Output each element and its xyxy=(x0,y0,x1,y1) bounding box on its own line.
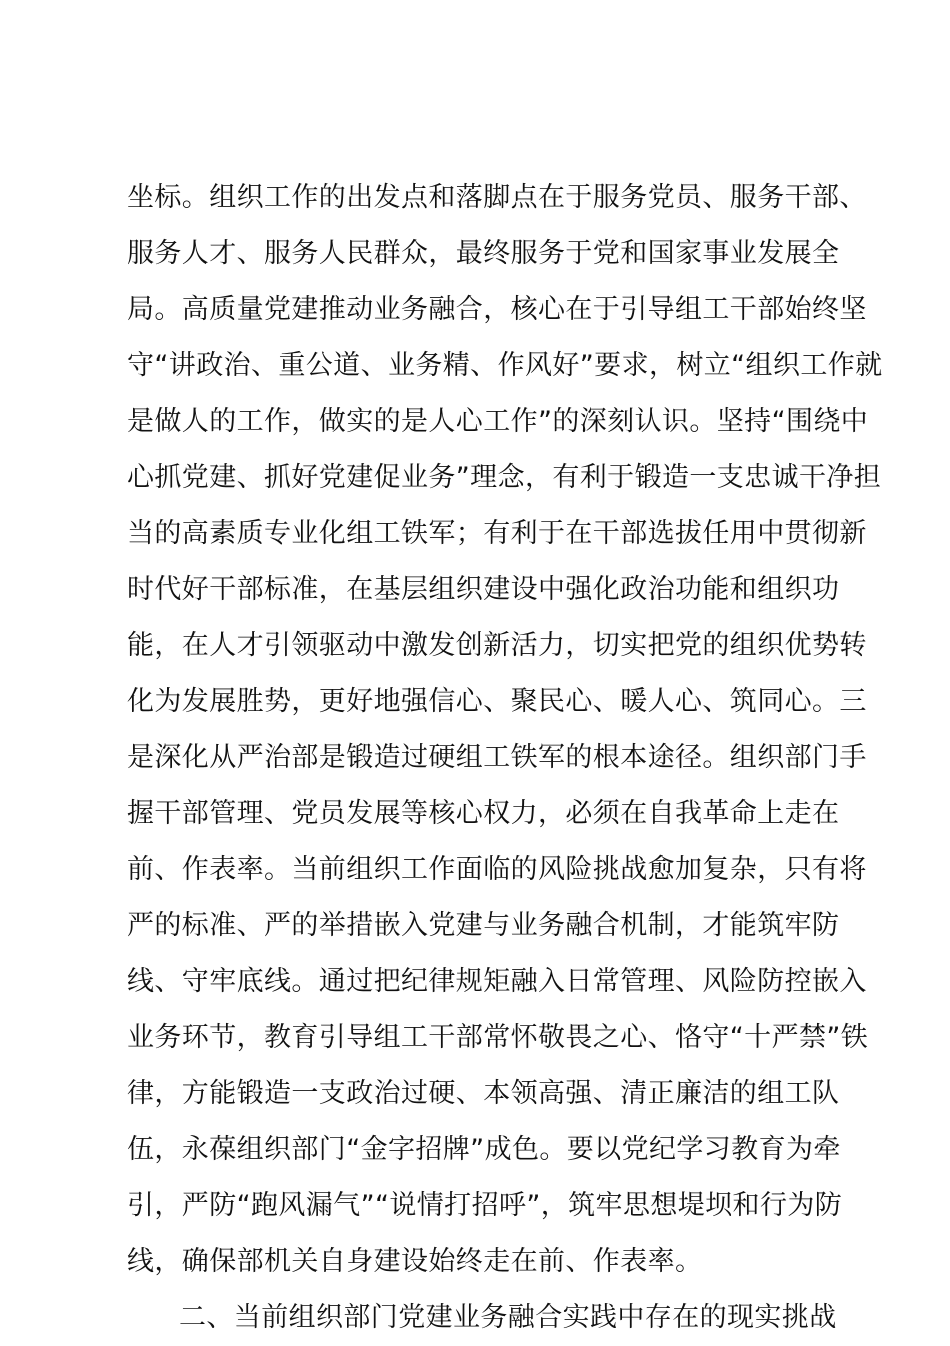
paragraph-line: 坐标。组织工作的出发点和落脚点在于服务党员、服务干部、 xyxy=(127,182,867,213)
paragraph-line: 局。高质量党建推动业务融合，核心在于引导组工干部始终坚 xyxy=(127,294,867,325)
paragraph-line: 是做人的工作，做实的是人心工作”的深刻认识。坚持“围绕中 xyxy=(127,406,869,437)
paragraph-line: 业务环节，教育引导组工干部常怀敬畏之心、恪守“十严禁”铁 xyxy=(127,1022,869,1053)
paragraph-line: 是深化从严治部是锻造过硬组工铁军的根本途径。组织部门手 xyxy=(127,742,867,773)
paragraph-line: 前、作表率。当前组织工作面临的风险挑战愈加复杂，只有将 xyxy=(127,854,867,885)
paragraph-line: 当的高素质专业化组工铁军；有利于在干部选拔任用中贯彻新 xyxy=(127,518,867,549)
paragraph-line: 严的标准、严的举措嵌入党建与业务融合机制，才能筑牢防 xyxy=(127,910,840,941)
paragraph-line: 服务人才、服务人民群众，最终服务于党和国家事业发展全 xyxy=(127,238,840,269)
document-body xyxy=(127,170,883,1346)
paragraph-line: 线，确保部机关自身建设始终走在前、作表率。 xyxy=(127,1246,703,1277)
paragraph-line: 律，方能锻造一支政治过硬、本领高强、清正廉洁的组工队 xyxy=(127,1078,840,1109)
paragraph-line: 守“讲政治、重公道、业务精、作风好”要求，树立“组织工作就 xyxy=(127,350,883,381)
paragraph-line: 线、守牢底线。通过把纪律规矩融入日常管理、风险防控嵌入 xyxy=(127,966,867,997)
paragraph-line: 伍，永葆组织部门“金字招牌”成色。要以党纪学习教育为牵 xyxy=(127,1134,841,1165)
section-heading: 二、当前组织部门党建业务融合实践中存在的现实挑战 xyxy=(179,1302,837,1333)
paragraph-line: 引，严防“跑风漏气”“说情打招呼”，筑牢思想堤坝和行为防 xyxy=(127,1190,843,1221)
paragraph-line: 心抓党建、抓好党建促业务”理念，有利于锻造一支忠诚干净担 xyxy=(127,462,882,493)
paragraph-line: 时代好干部标准，在基层组织建设中强化政治功能和组织功 xyxy=(127,574,840,605)
paragraph-line: 握干部管理、党员发展等核心权力，必须在自我革命上走在 xyxy=(127,798,840,829)
paragraph-line: 化为发展胜势，更好地强信心、聚民心、暖人心、筑同心。三 xyxy=(127,686,867,717)
paragraph-line: 能，在人才引领驱动中激发创新活力，切实把党的组织优势转 xyxy=(127,630,867,661)
